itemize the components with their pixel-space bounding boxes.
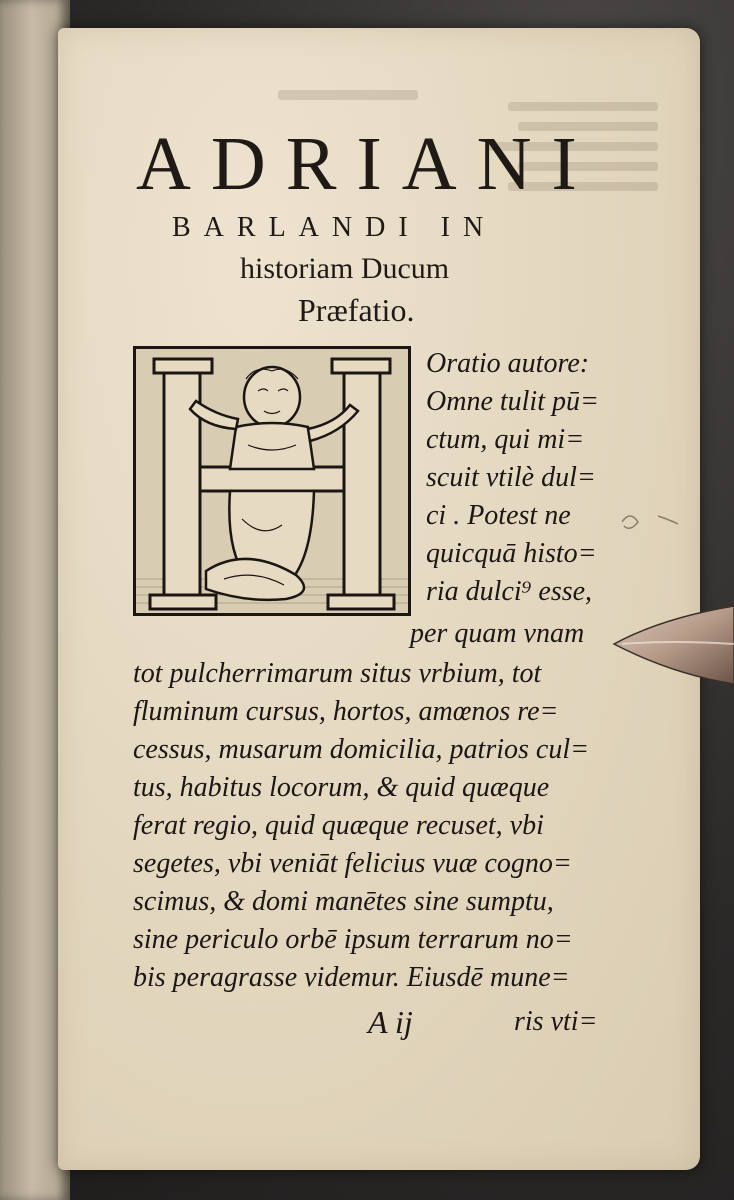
page-title: ADRIANI xyxy=(136,122,597,206)
text-line-12: tus, habitus locorum, & quid quæque xyxy=(133,772,550,803)
text-line-11: cessus, musarum domicilia, patrios cul= xyxy=(133,734,589,765)
subtitle-line-1: BARLANDI IN xyxy=(172,212,497,243)
text-line-7: ria dulci⁹ esse, xyxy=(426,576,593,607)
text-line-4: scuit vtilè dul= xyxy=(426,462,596,493)
text-line-17: bis peragrasse videmur. Eiusdē mune= xyxy=(133,962,570,993)
text-line-10: fluminum cursus, hortos, amœnos re= xyxy=(133,696,559,727)
text-line-2: Omne tulit pū= xyxy=(426,386,599,417)
text-line-13: ferat regio, quid quæque recuset, vbi xyxy=(133,810,544,841)
text-line-6: quicquā histo= xyxy=(426,538,597,569)
woodcut-initial-illustration xyxy=(136,349,408,613)
text-line-5: ci . Potest ne xyxy=(426,500,571,531)
text-line-14: segetes, vbi veniāt felicius vuæ cogno= xyxy=(133,848,572,879)
signature-mark: A ij xyxy=(368,1004,413,1040)
subtitle-line-2: historiam Ducum xyxy=(240,252,450,285)
pencil-annotation xyxy=(618,506,688,536)
text-line-1: Oratio autore: xyxy=(426,348,590,379)
text-line-9: tot pulcherrimarum situs vrbium, tot xyxy=(133,658,542,689)
text-line-3: ctum, qui mi= xyxy=(426,424,585,455)
text-line-16: sine periculo orbē ipsum terrarum no= xyxy=(133,924,573,955)
page-pointer-tool xyxy=(612,604,734,694)
text-line-15: scimus, & domi manētes sine sumptu, xyxy=(133,886,554,917)
catchword: ris vti= xyxy=(514,1006,598,1037)
woodcut-initial xyxy=(133,346,411,616)
text-line-8: per quam vnam xyxy=(410,618,585,649)
subtitle-line-3: Præfatio. xyxy=(298,292,415,328)
